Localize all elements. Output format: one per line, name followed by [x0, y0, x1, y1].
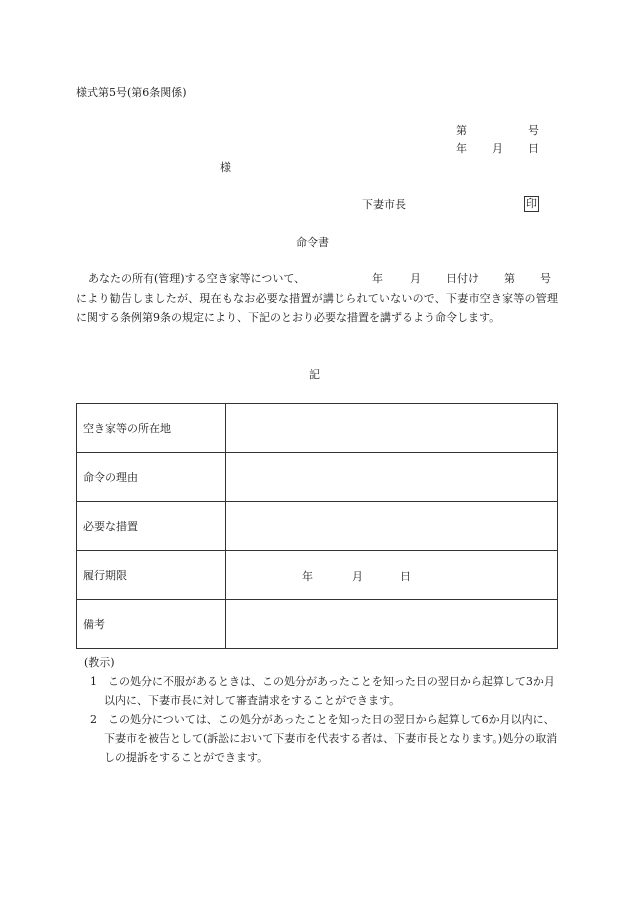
document-title: 命令書 — [296, 236, 329, 249]
ki-heading: 記 — [309, 368, 320, 381]
value-location — [226, 404, 558, 453]
table-row — [77, 551, 558, 600]
note-item-2: 2 この処分については、この処分があったことを知った日の翌日から起算して6か月以内に、下妻市を被告として(訴訟において下妻市を代表する者は、下妻市長となります。)処分の取消しの提訴をすることができます。 — [90, 713, 558, 764]
value-deadline — [226, 551, 558, 600]
label-measures: 必要な措置 — [77, 502, 226, 551]
notes-heading: (教示) — [84, 656, 115, 669]
body-number-suffix: 号 — [540, 272, 551, 285]
seal-mark — [524, 196, 539, 212]
date-day: 日 — [528, 142, 539, 155]
table-row — [77, 404, 558, 453]
body-dated: 日付け — [446, 272, 479, 285]
label-remarks: 備考 — [77, 600, 226, 649]
doc-number-suffix: 号 — [528, 124, 539, 137]
table-row — [77, 453, 558, 502]
label-reason: 命令の理由 — [77, 453, 226, 502]
body-month: 月 — [410, 272, 421, 285]
body-number-prefix: 第 — [504, 272, 515, 285]
label-location: 空き家等の所在地 — [77, 404, 226, 453]
form-number: 様式第5号(第6条関係) — [76, 86, 187, 99]
note-item-1: 1 この処分に不服があるときは、この処分があったことを知った日の翌日から起算して3か月以内に、下妻市長に対して審査請求をすることができます。 — [90, 675, 555, 707]
notes-section — [76, 653, 560, 767]
deadline-year: 年 — [302, 570, 313, 583]
deadline-day: 日 — [400, 570, 411, 583]
label-deadline: 履行期限 — [77, 551, 226, 600]
date-year: 年 — [456, 142, 467, 155]
deadline-month: 月 — [352, 570, 363, 583]
table-row — [77, 502, 558, 551]
value-measures — [226, 502, 558, 551]
table-row — [77, 600, 558, 649]
seal-text: 印 — [526, 197, 537, 210]
body-line-1-lead: あなたの所有(管理)する空き家等について、 — [88, 272, 306, 285]
value-reason — [226, 453, 558, 502]
order-details-table — [76, 403, 558, 649]
value-remarks — [226, 600, 558, 649]
doc-number-prefix: 第 — [456, 124, 467, 137]
body-paragraph-rest: により勧告しましたが、現在もなお必要な措置が講じられていないので、下妻市空き家等の管理に関する条例第9条の規定により、下記のとおり必要な措置を講ずるよう命令します。 — [76, 292, 558, 324]
issuer-name: 下妻市長 — [362, 198, 406, 211]
addressee-suffix: 様 — [220, 161, 231, 174]
date-month: 月 — [492, 142, 503, 155]
body-year: 年 — [372, 272, 383, 285]
